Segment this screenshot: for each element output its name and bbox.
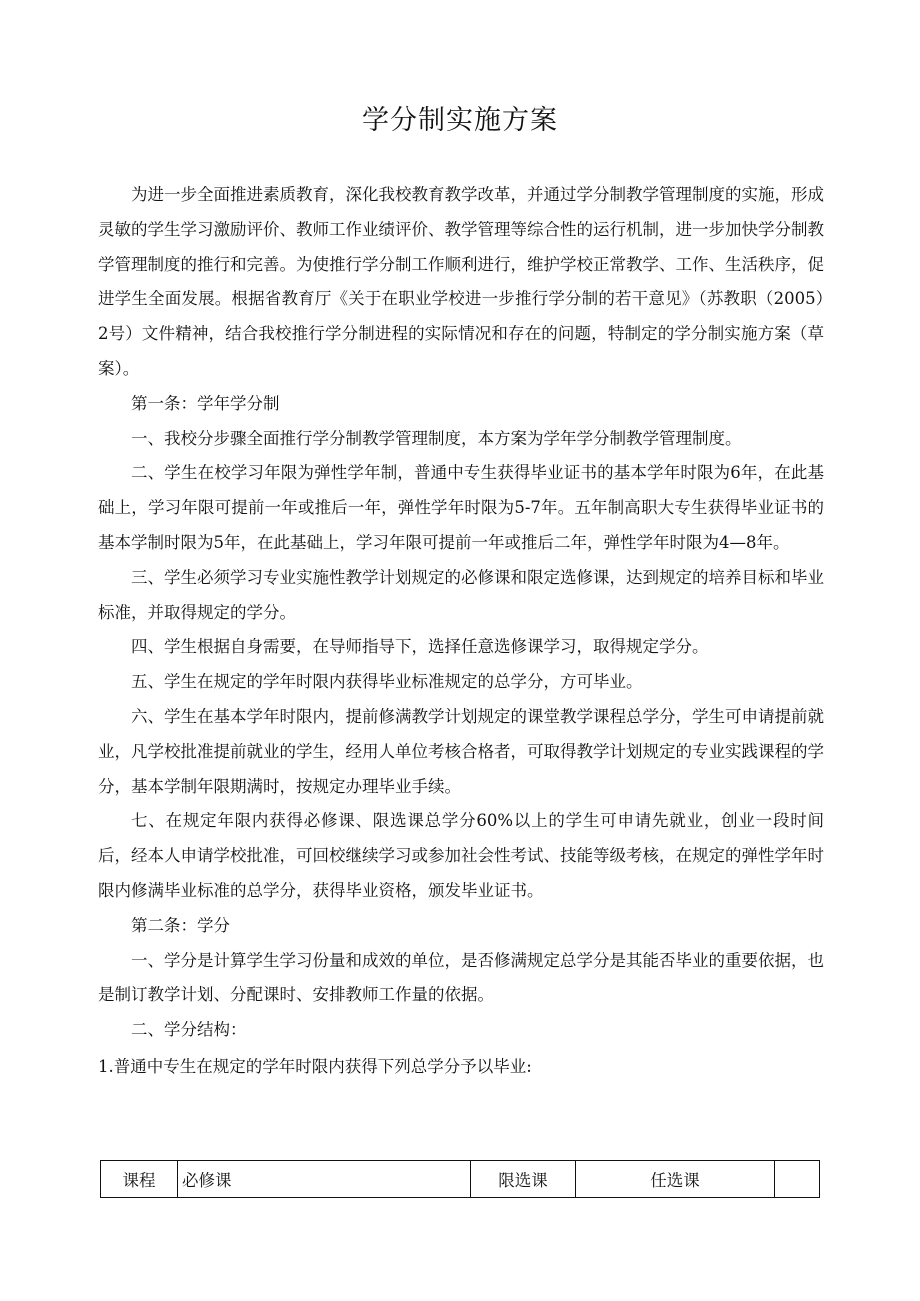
article-heading: 第一条：学年学分制 [131, 393, 280, 413]
table-cell: 任选课 [576, 1161, 775, 1198]
body-paragraph: 一、学分是计算学生学习份量和成效的单位，是否修满规定总学分是其能否毕业的重要依据，也是制订教学计划、分配课时、安排教师工作量的依据。 [98, 950, 824, 1005]
document-title: 学分制实施方案 [362, 105, 558, 136]
credit-table [100, 1160, 820, 1198]
body-paragraph: 四、学生根据自身需要，在导师指导下，选择任意选修课学习，取得规定学分。 [131, 637, 709, 657]
table-cell [775, 1161, 820, 1198]
body-paragraph: 六、学生在基本学年时限内，提前修满教学计划规定的课堂教学课程总学分，学生可申请提前就业，凡学校批准提前就业的学生，经用人单位考核合格者，可取得教学计划规定的专业实践课程的学分，基本学制年限期满时，按规定办理毕业手续。 [98, 706, 824, 796]
body-paragraph: 七、在规定年限内获得必修课、限选课总学分60%以上的学生可申请先就业，创业一段时间后，经本人申请学校批准，可回校继续学习或参加社会性考试、技能等级考核，在规定的弹性学年时限内修满毕业标准的总学分，获得毕业资格，颁发毕业证书。 [98, 811, 824, 900]
body-paragraph: 五、学生在规定的学年时限内获得毕业标准规定的总学分，方可毕业。 [131, 672, 643, 692]
body-paragraph: 二、学生在校学习年限为弹性学年制，普通中专生获得毕业证书的基本学年时限为6年，在此基础上，学习年限可提前一年或推后一年，弹性学年时限为5-7年。五年制高职大专生获得毕业证书的基本学制时限为5年，在此基础上，学习年限可提前一年或推后二年，弹性学年时限为4—8年。 [98, 463, 824, 552]
body-paragraph: 一、我校分步骤全面推行学分制教学管理制度，本方案为学年学分制教学管理制度。 [131, 428, 742, 448]
table-cell: 必修课 [178, 1161, 471, 1198]
table-header-row [101, 1161, 820, 1198]
table-cell: 课程 [101, 1161, 178, 1198]
article-heading: 第二条：学分 [131, 915, 230, 935]
body-paragraph: 三、学生必须学习专业实施性教学计划规定的必修课和限定选修课，达到规定的培养目标和毕业标准，并取得规定的学分。 [98, 567, 824, 622]
intro-paragraph: 为进一步全面推进素质教育，深化我校教育教学改革，并通过学分制教学管理制度的实施，形成灵敏的学生学习激励评价、教师工作业绩评价、教学管理等综合性的运行机制，进一步加快学分制教学管理制度的推行和完善。为使推行学分制工作顺利进行，维护学校正常教学、工作、生活秩序，促进学生全面发展。根据省教育厅《关于在职业学校进一步推行学分制的若干意见》（苏教职（2005）2号）文件精神，结合我校推行学分制进程的实际情况和存在的问题，特制定的学分制实施方案（草案）。 [98, 185, 824, 378]
body-paragraph: 二、学分结构： [131, 1020, 247, 1040]
document-body [98, 178, 824, 1085]
table-cell: 限选课 [471, 1161, 576, 1198]
list-item: 1.普通中专生在规定的学年时限内获得下列总学分予以毕业: [98, 1056, 532, 1076]
